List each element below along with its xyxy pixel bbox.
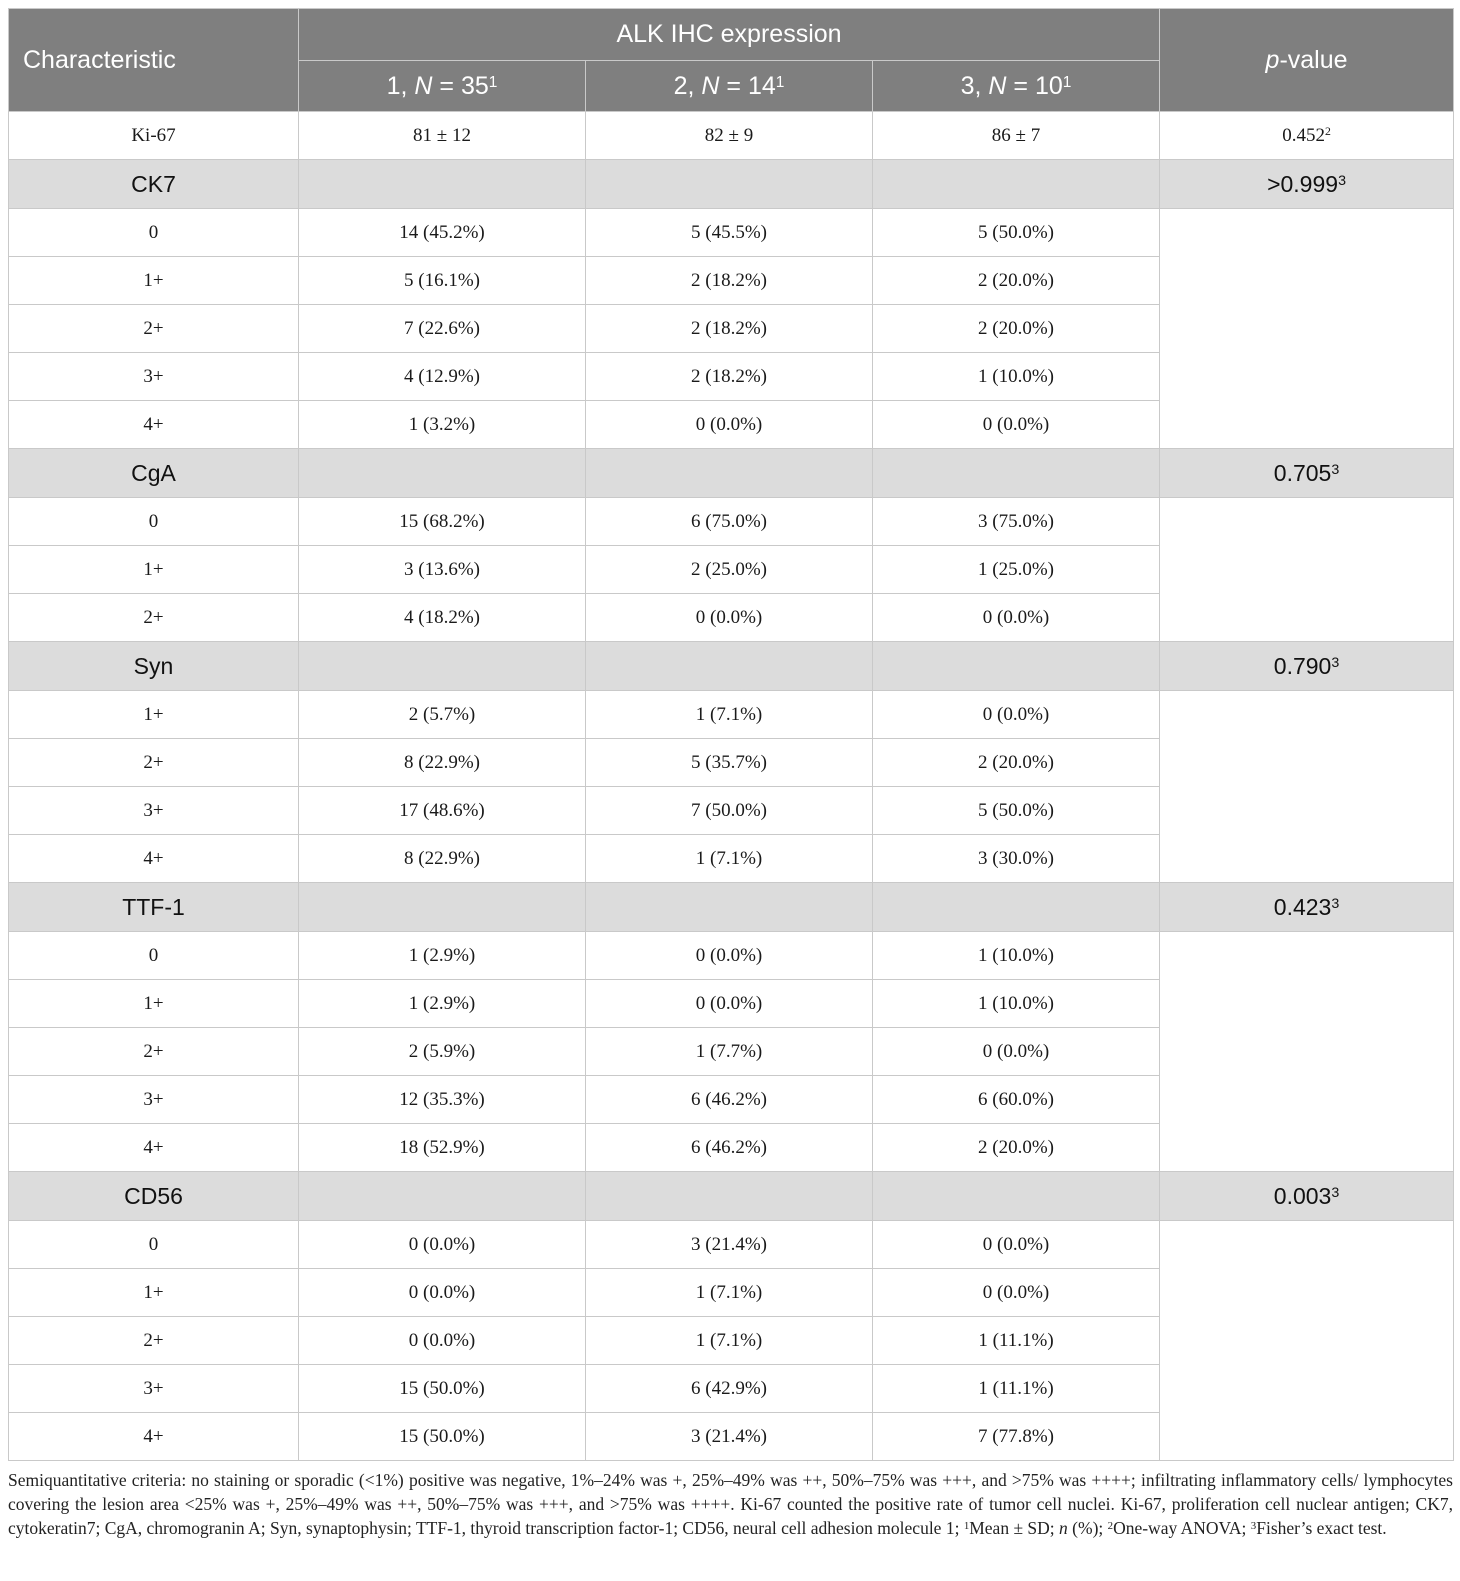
- row-label: 1+: [9, 691, 299, 739]
- cell-value: 15 (50.0%): [299, 1413, 586, 1461]
- section-pvalue: [1160, 1172, 1454, 1221]
- cell-value: 14 (45.2%): [299, 209, 586, 257]
- section-pvalue: [1160, 449, 1454, 498]
- n-italic: N: [701, 71, 720, 100]
- pvalue-spacer: [1160, 498, 1454, 642]
- section-label: TTF-1: [9, 883, 299, 932]
- cell-value: 2 (18.2%): [586, 353, 873, 401]
- cell-value: 5 (35.7%): [586, 739, 873, 787]
- footnote-italic-n: n: [1059, 1518, 1068, 1538]
- section-row-ck7: [9, 160, 1454, 209]
- row-label: 2+: [9, 1028, 299, 1076]
- section-label: CgA: [9, 449, 299, 498]
- cell-value: 2 (5.9%): [299, 1028, 586, 1076]
- cell-value: 17 (48.6%): [299, 787, 586, 835]
- section-row-ttf-1: [9, 883, 1454, 932]
- row-label: 2+: [9, 739, 299, 787]
- cell-value: 5 (45.5%): [586, 209, 873, 257]
- table-row-ki67: [9, 112, 1454, 160]
- footnote-main: Semiquantitative criteria: no staining or sporadic (<1%) positive was negative, 1%–24% was +, 25%–49% was ++, 50%–75% was +++, and >75% was ++++; infiltrating inflammatory cells/ lymphocytes covering the lesion area <25% was +, 25%–49% was ++, 50%–75% was +++, and >75% was ++++. Ki-67 counted the positive rate of tumor cell nuclei. Ki-67, proliferation cell nuclear antigen; CK7, cytokeratin7; CgA, chromogranin A; Syn, synaptophysin; TTF-1, thyroid transcription factor-1; CD56, neural cell adhesion molecule 1;: [8, 1470, 1453, 1538]
- row-label: 0: [9, 209, 299, 257]
- cell-value: 2 (20.0%): [873, 257, 1160, 305]
- header-col-1: 1, $N = 35^1$: [299, 61, 586, 112]
- section-pvalue: [1160, 160, 1454, 209]
- cell-value: 2 (20.0%): [873, 739, 1160, 787]
- table-row: [9, 498, 1454, 546]
- footnote-text-3: Fisher’s exact test.: [1256, 1518, 1387, 1538]
- pvalue-text: 0.705: [1273, 459, 1332, 486]
- cell-value: 3 (30.0%): [873, 835, 1160, 883]
- section-row-cd56: [9, 1172, 1454, 1221]
- cell-value: 0 (0.0%): [586, 932, 873, 980]
- pvalue-italic: p: [1265, 45, 1280, 74]
- section-row-cga: [9, 449, 1454, 498]
- header-characteristic: Characteristic: [9, 9, 299, 112]
- cell-value: 7 (50.0%): [586, 787, 873, 835]
- cell-value: 1 (2.9%): [299, 980, 586, 1028]
- empty-cell: [873, 449, 1160, 498]
- cell-value: 12 (35.3%): [299, 1076, 586, 1124]
- pvalue-spacer: [1160, 209, 1454, 449]
- cell-value: 2 (18.2%): [586, 305, 873, 353]
- cell-value: 1 (3.2%): [299, 401, 586, 449]
- row-label: 0: [9, 932, 299, 980]
- footnote-marker: 1: [775, 73, 785, 91]
- footnote-text-2: One-way ANOVA;: [1113, 1518, 1251, 1538]
- row-label: 1+: [9, 980, 299, 1028]
- row-label: 2+: [9, 594, 299, 642]
- cell-value: 86 ± 7: [873, 112, 1160, 160]
- empty-cell: [873, 883, 1160, 932]
- empty-cell: [873, 642, 1160, 691]
- results-table: [8, 8, 1454, 1461]
- cell-value: 8 (22.9%): [299, 739, 586, 787]
- cell-value: 0 (0.0%): [299, 1269, 586, 1317]
- cell-value: 2 (25.0%): [586, 546, 873, 594]
- cell-value: 0 (0.0%): [873, 1028, 1160, 1076]
- footnote-marker: 3: [1331, 462, 1340, 479]
- empty-cell: [299, 642, 586, 691]
- pvalue-spacer: [1160, 1221, 1454, 1461]
- empty-cell: [586, 642, 873, 691]
- row-label: 4+: [9, 1413, 299, 1461]
- footnote-marker: 2: [1324, 125, 1331, 139]
- row-label: 4+: [9, 835, 299, 883]
- cell-value: 0 (0.0%): [299, 1317, 586, 1365]
- empty-cell: [299, 449, 586, 498]
- row-label: 4+: [9, 401, 299, 449]
- pvalue-rest: -value: [1279, 45, 1348, 74]
- cell-value: 6 (60.0%): [873, 1076, 1160, 1124]
- cell-value: 6 (46.2%): [586, 1124, 873, 1172]
- cell-value: 1 (11.1%): [873, 1365, 1160, 1413]
- n-italic: N: [414, 71, 433, 100]
- cell-value: 3 (21.4%): [586, 1413, 873, 1461]
- cell-value: 15 (68.2%): [299, 498, 586, 546]
- footnote-marker: 1: [1062, 73, 1072, 91]
- empty-cell: [873, 1172, 1160, 1221]
- cell-value: 1 (10.0%): [873, 353, 1160, 401]
- cell-value: 1 (25.0%): [873, 546, 1160, 594]
- pvalue-text: >0.999: [1267, 170, 1339, 197]
- cell-value: 0 (0.0%): [873, 691, 1160, 739]
- row-label: 1+: [9, 1269, 299, 1317]
- cell-value: 5 (16.1%): [299, 257, 586, 305]
- footnote-marker: 3: [1331, 655, 1340, 672]
- section-label: CD56: [9, 1172, 299, 1221]
- row-label: 3+: [9, 1076, 299, 1124]
- footnote-marker-2: 2: [1107, 1520, 1114, 1533]
- pvalue-spacer: [1160, 691, 1454, 883]
- empty-cell: [873, 160, 1160, 209]
- row-label: Ki-67: [9, 112, 299, 160]
- section-label: CK7: [9, 160, 299, 209]
- cell-value: 2 (18.2%): [586, 257, 873, 305]
- cell-value: 0 (0.0%): [299, 1221, 586, 1269]
- cell-value: 0 (0.0%): [873, 1221, 1160, 1269]
- section-pvalue: [1160, 642, 1454, 691]
- cell-value: 6 (46.2%): [586, 1076, 873, 1124]
- row-label: 1+: [9, 546, 299, 594]
- cell-value: 1 (7.1%): [586, 1269, 873, 1317]
- n-italic: N: [988, 71, 1007, 100]
- empty-cell: [299, 160, 586, 209]
- row-label: 2+: [9, 305, 299, 353]
- row-label: 4+: [9, 1124, 299, 1172]
- header-col-3: 3, $N = 10^1$: [873, 61, 1160, 112]
- empty-cell: [586, 1172, 873, 1221]
- empty-cell: [586, 883, 873, 932]
- empty-cell: [586, 160, 873, 209]
- pvalue-spacer: [1160, 932, 1454, 1172]
- table-container: [8, 8, 1453, 1540]
- table-row: [9, 932, 1454, 980]
- empty-cell: [586, 449, 873, 498]
- footnote-marker: 3: [1331, 896, 1340, 913]
- cell-value: 7 (77.8%): [873, 1413, 1160, 1461]
- header-alk-group: ALK IHC expression: [299, 9, 1160, 61]
- cell-value: 7 (22.6%): [299, 305, 586, 353]
- cell-value: 1 (7.7%): [586, 1028, 873, 1076]
- cell-value: 0 (0.0%): [586, 980, 873, 1028]
- row-label: 3+: [9, 353, 299, 401]
- cell-value: 1 (7.1%): [586, 835, 873, 883]
- section-pvalue: [1160, 883, 1454, 932]
- cell-pvalue: [1160, 112, 1454, 160]
- empty-cell: [299, 1172, 586, 1221]
- cell-value: 2 (20.0%): [873, 1124, 1160, 1172]
- cell-value: 4 (18.2%): [299, 594, 586, 642]
- header-col-2: 2, $N = 14^1$: [586, 61, 873, 112]
- footnote-marker-3: 3: [1250, 1520, 1257, 1533]
- cell-value: 1 (10.0%): [873, 932, 1160, 980]
- section-label: Syn: [9, 642, 299, 691]
- cell-value: 0 (0.0%): [586, 594, 873, 642]
- table-footnote: [8, 1468, 1453, 1540]
- cell-value: 1 (11.1%): [873, 1317, 1160, 1365]
- cell-value: 0 (0.0%): [873, 1269, 1160, 1317]
- cell-value: 5 (50.0%): [873, 209, 1160, 257]
- footnote-marker: 3: [1338, 173, 1346, 190]
- pvalue-text: 0.003: [1273, 1182, 1332, 1209]
- row-label: 3+: [9, 787, 299, 835]
- cell-value: 1 (7.1%): [586, 1317, 873, 1365]
- footnote-marker: 3: [1331, 1185, 1340, 1202]
- cell-value: 2 (20.0%): [873, 305, 1160, 353]
- pvalue-text: 0.790: [1273, 652, 1332, 679]
- row-label: 0: [9, 498, 299, 546]
- cell-value: 15 (50.0%): [299, 1365, 586, 1413]
- cell-value: 81 ± 12: [299, 112, 586, 160]
- pvalue-text: 0.452: [1282, 124, 1325, 146]
- row-label: 1+: [9, 257, 299, 305]
- pvalue-text: 0.423: [1273, 893, 1332, 920]
- empty-cell: [299, 883, 586, 932]
- cell-value: 1 (7.1%): [586, 691, 873, 739]
- table-row: [9, 209, 1454, 257]
- cell-value: 0 (0.0%): [586, 401, 873, 449]
- cell-value: 5 (50.0%): [873, 787, 1160, 835]
- row-label: 2+: [9, 1317, 299, 1365]
- cell-value: 0 (0.0%): [873, 594, 1160, 642]
- cell-value: 2 (5.7%): [299, 691, 586, 739]
- cell-value: 0 (0.0%): [873, 401, 1160, 449]
- row-label: 3+: [9, 1365, 299, 1413]
- cell-value: 6 (75.0%): [586, 498, 873, 546]
- row-label: 0: [9, 1221, 299, 1269]
- cell-value: 18 (52.9%): [299, 1124, 586, 1172]
- footnote-marker: 1: [488, 73, 498, 91]
- table-row: [9, 691, 1454, 739]
- cell-value: 1 (2.9%): [299, 932, 586, 980]
- cell-value: 3 (21.4%): [586, 1221, 873, 1269]
- footnote-marker-1: 1: [963, 1520, 970, 1533]
- footnote-text-1b: (%);: [1067, 1518, 1108, 1538]
- table-row: [9, 1221, 1454, 1269]
- cell-value: 3 (75.0%): [873, 498, 1160, 546]
- section-row-syn: [9, 642, 1454, 691]
- header-pvalue: [1160, 9, 1454, 112]
- footnote-text-1: Mean ± SD;: [969, 1518, 1060, 1538]
- cell-value: 6 (42.9%): [586, 1365, 873, 1413]
- cell-value: 82 ± 9: [586, 112, 873, 160]
- cell-value: 1 (10.0%): [873, 980, 1160, 1028]
- cell-value: 3 (13.6%): [299, 546, 586, 594]
- cell-value: 4 (12.9%): [299, 353, 586, 401]
- cell-value: 8 (22.9%): [299, 835, 586, 883]
